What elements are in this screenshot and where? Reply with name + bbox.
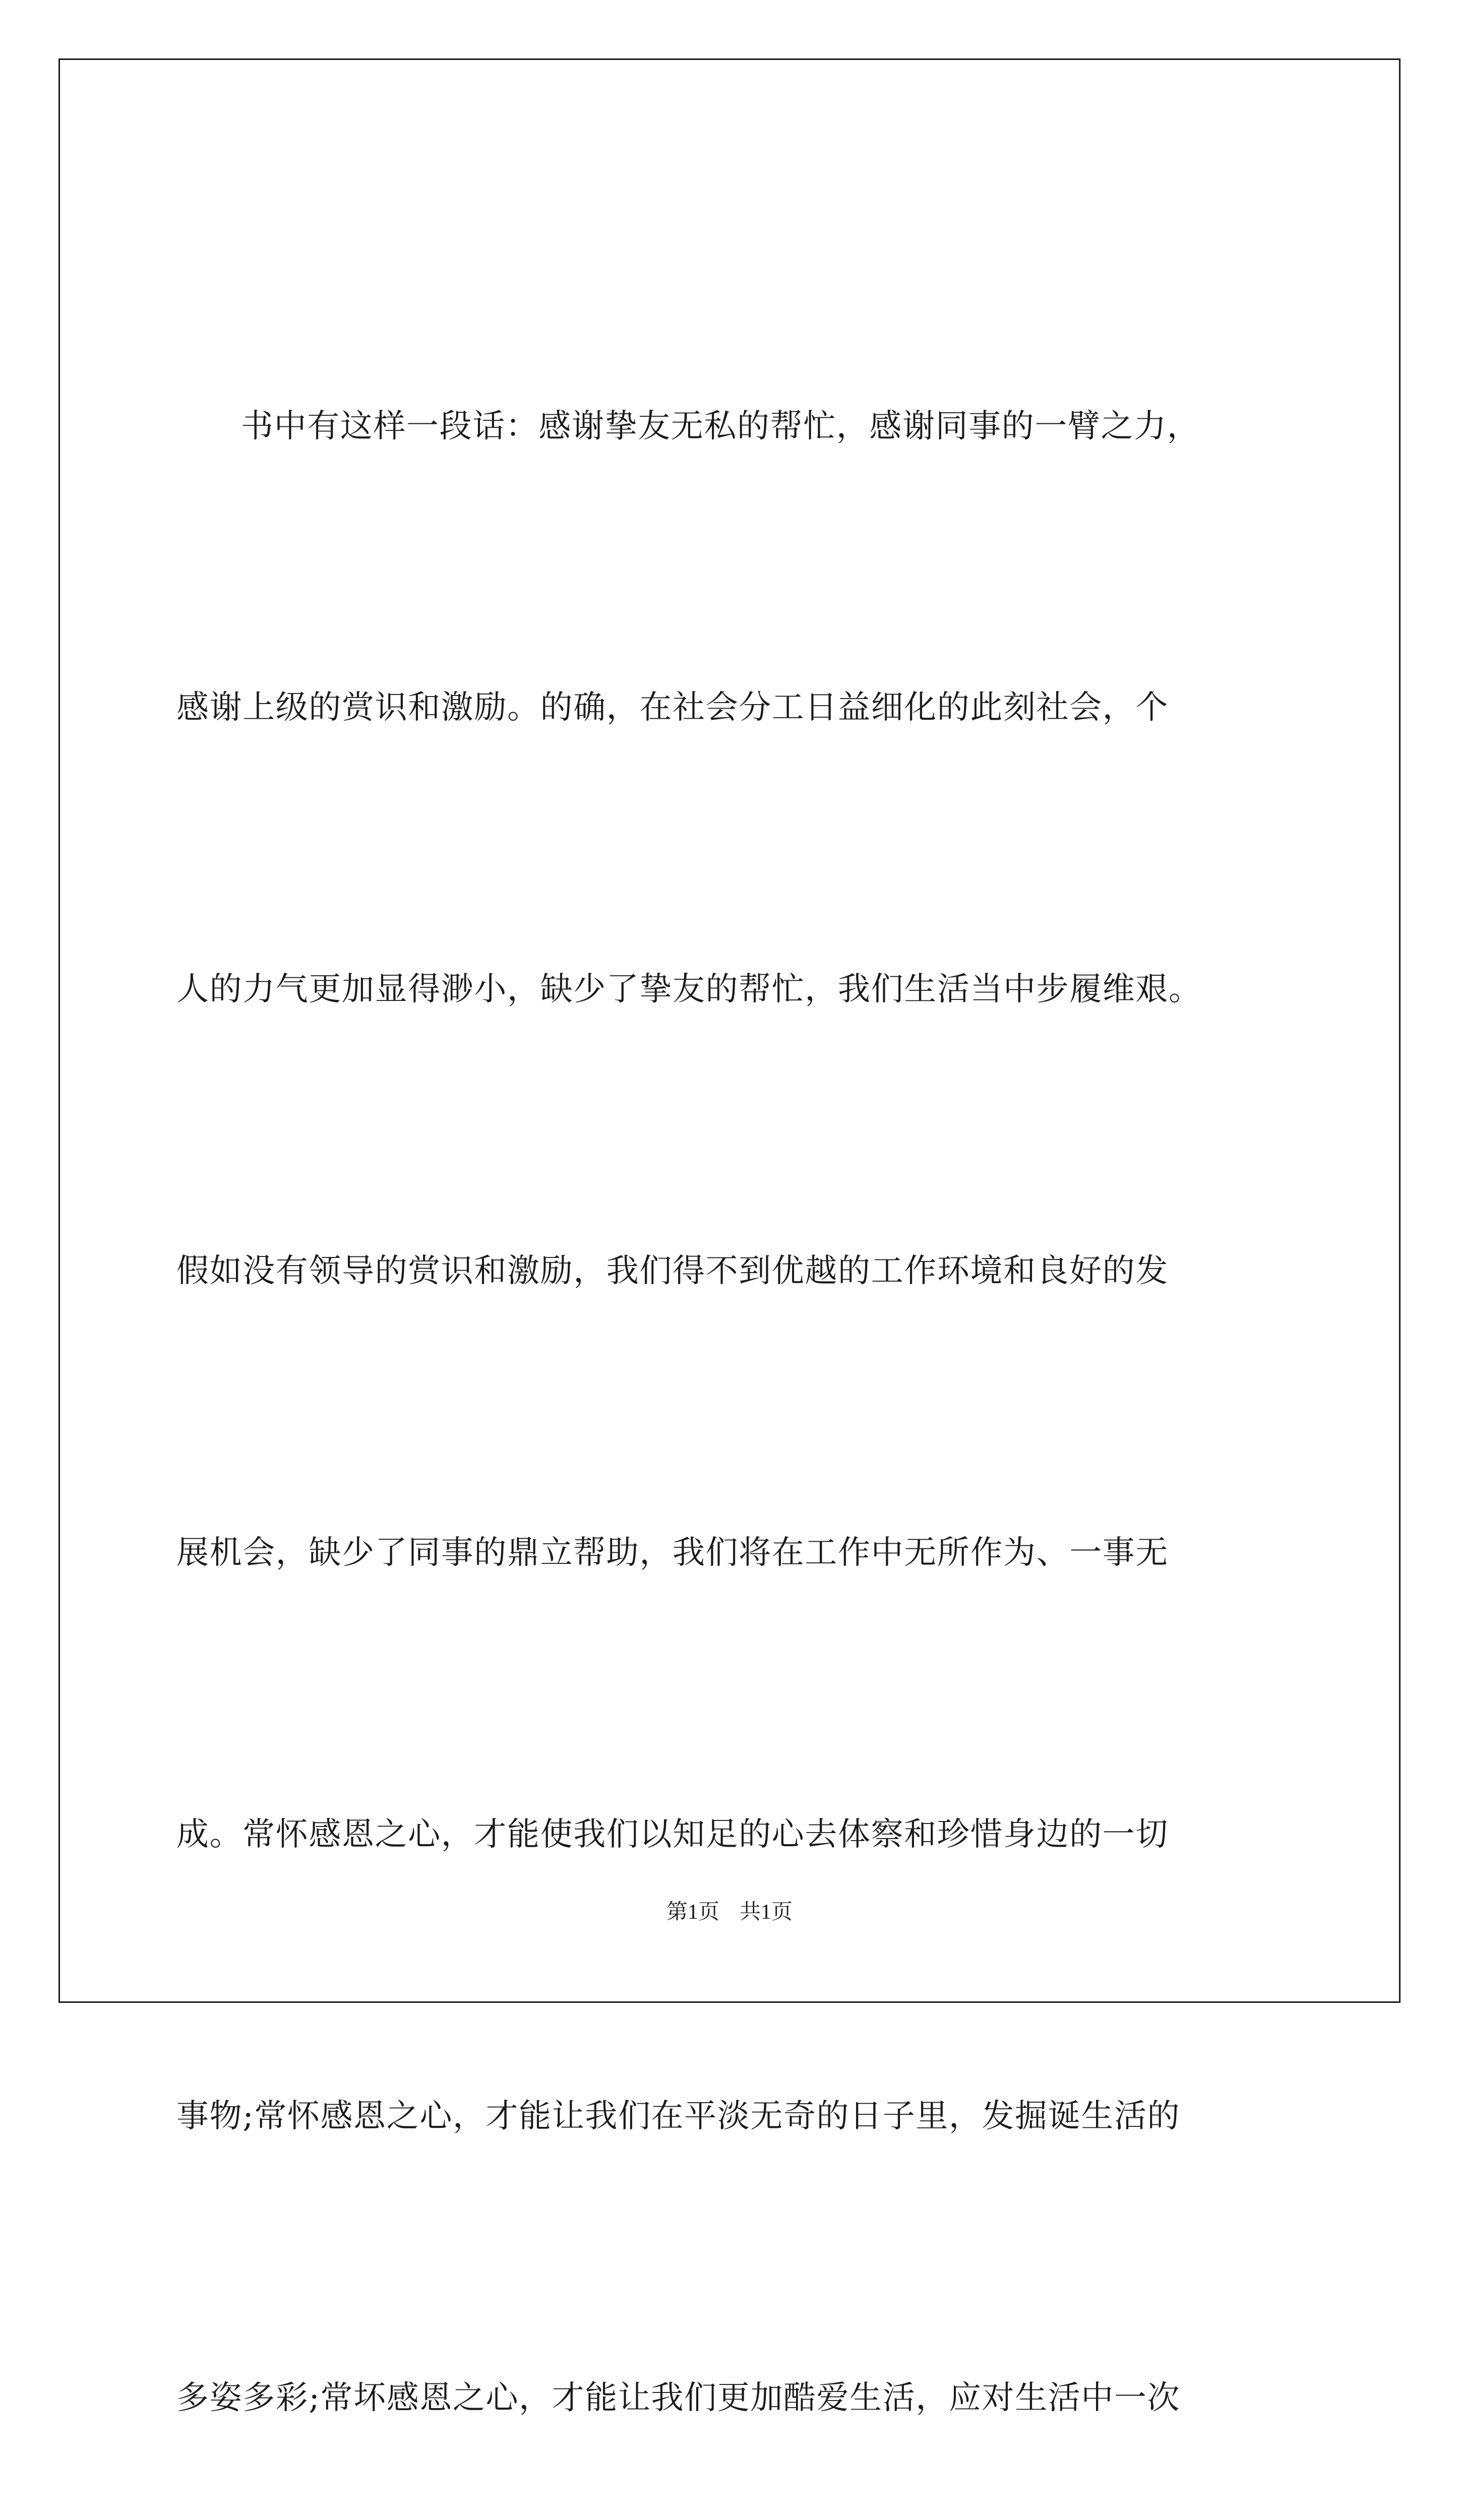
paragraph-1	[176, 192, 1286, 2520]
text-line: 事物;常怀感恩之心，才能让我们在平淡无奇的日子里，发掘诞生活的	[176, 2097, 1181, 2135]
document-body	[176, 192, 1286, 2520]
page-total: 共1页	[740, 1901, 793, 1924]
text-line: 假如没有领导的赏识和激励，我们得不到优越的工作环境和良好的发	[176, 1252, 1169, 1290]
text-line: 成。常怀感恩之心，才能使我们以知足的心去体察和珍惜身边的一切	[176, 1816, 1169, 1854]
text-line: 感谢上级的赏识和激励。的确，在社会分工日益细化的此刻社会，个	[176, 689, 1169, 727]
page-number: 第1页	[666, 1901, 719, 1924]
text-line: 人的力气更加显得渺小，缺少了挚友的帮忙，我们生活当中步履维艰。	[176, 971, 1202, 1009]
text-line: 多姿多彩;常坏感恩之心，才能让我们更加酷爱生活，应对生活中一次	[176, 2379, 1181, 2417]
text-line: 书中有这样一段话：感谢挚友无私的帮忙，感谢同事的一臂之力，	[241, 407, 1200, 445]
page-footer	[0, 1895, 1459, 1925]
text-line: 展机会，缺少了同事的鼎立帮助，我们将在工作中无所作为、一事无	[176, 1534, 1169, 1572]
